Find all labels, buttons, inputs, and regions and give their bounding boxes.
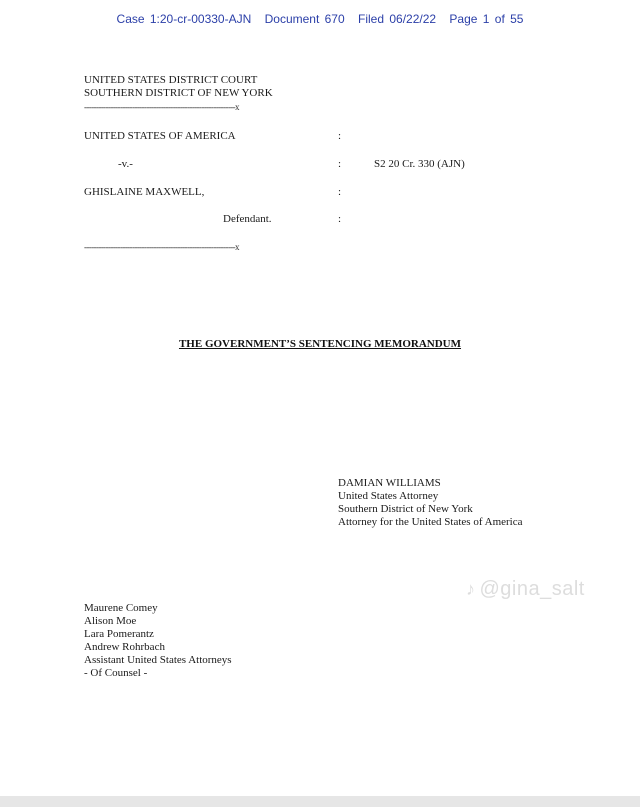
caption-colon: : [338, 130, 342, 142]
caption-colon: : [338, 213, 342, 225]
us-attorney-name: DAMIAN WILLIAMS [338, 477, 441, 489]
caption-divider-top: ---------------------------------------------------------------x [84, 102, 239, 112]
document-title: THE GOVERNMENT’S SENTENCING MEMORANDUM [178, 338, 462, 350]
counsel-name: Lara Pomerantz [84, 628, 154, 640]
filing-header [0, 12, 640, 26]
us-attorney-title: United States Attorney [338, 490, 439, 502]
watermark-handle: @gina_salt [479, 578, 585, 600]
watermark [466, 578, 585, 601]
document-number-stamp: Document 670 [264, 12, 345, 26]
defendant-name: GHISLAINE MAXWELL, [84, 186, 205, 198]
versus-label: -v.- [118, 158, 133, 170]
caption-divider-bottom: ---------------------------------------------------------------x [84, 242, 239, 252]
case-number-stamp: Case 1:20-cr-00330-AJN [116, 12, 252, 26]
of-counsel-label: - Of Counsel - [84, 667, 148, 679]
case-number: S2 20 Cr. 330 (AJN) [374, 158, 465, 170]
counsel-title: Assistant United States Attorneys [84, 654, 232, 666]
signature-block [338, 477, 523, 529]
court-name [84, 74, 273, 100]
page-bottom-margin [0, 796, 640, 807]
tiktok-note-icon: ♪ [466, 579, 476, 599]
plaintiff-name: UNITED STATES OF AMERICA [84, 130, 236, 142]
defendant-label: Defendant. [223, 213, 272, 225]
counsel-name: Alison Moe [84, 615, 137, 627]
counsel-name: Maurene Comey [84, 602, 158, 614]
attorney-role: Attorney for the United States of America [338, 516, 523, 528]
court-line-2: SOUTHERN DISTRICT OF NEW YORK [84, 87, 273, 99]
caption-colon: : [338, 186, 342, 198]
counsel-list [84, 602, 232, 680]
district-name: Southern District of New York [338, 503, 473, 515]
court-line-1: UNITED STATES DISTRICT COURT [84, 74, 258, 86]
counsel-name: Andrew Rohrbach [84, 641, 165, 653]
filed-date-stamp: Filed 06/22/22 [358, 12, 437, 26]
page-count-stamp: Page 1 of 55 [449, 12, 524, 26]
caption-colon: : [338, 158, 342, 170]
